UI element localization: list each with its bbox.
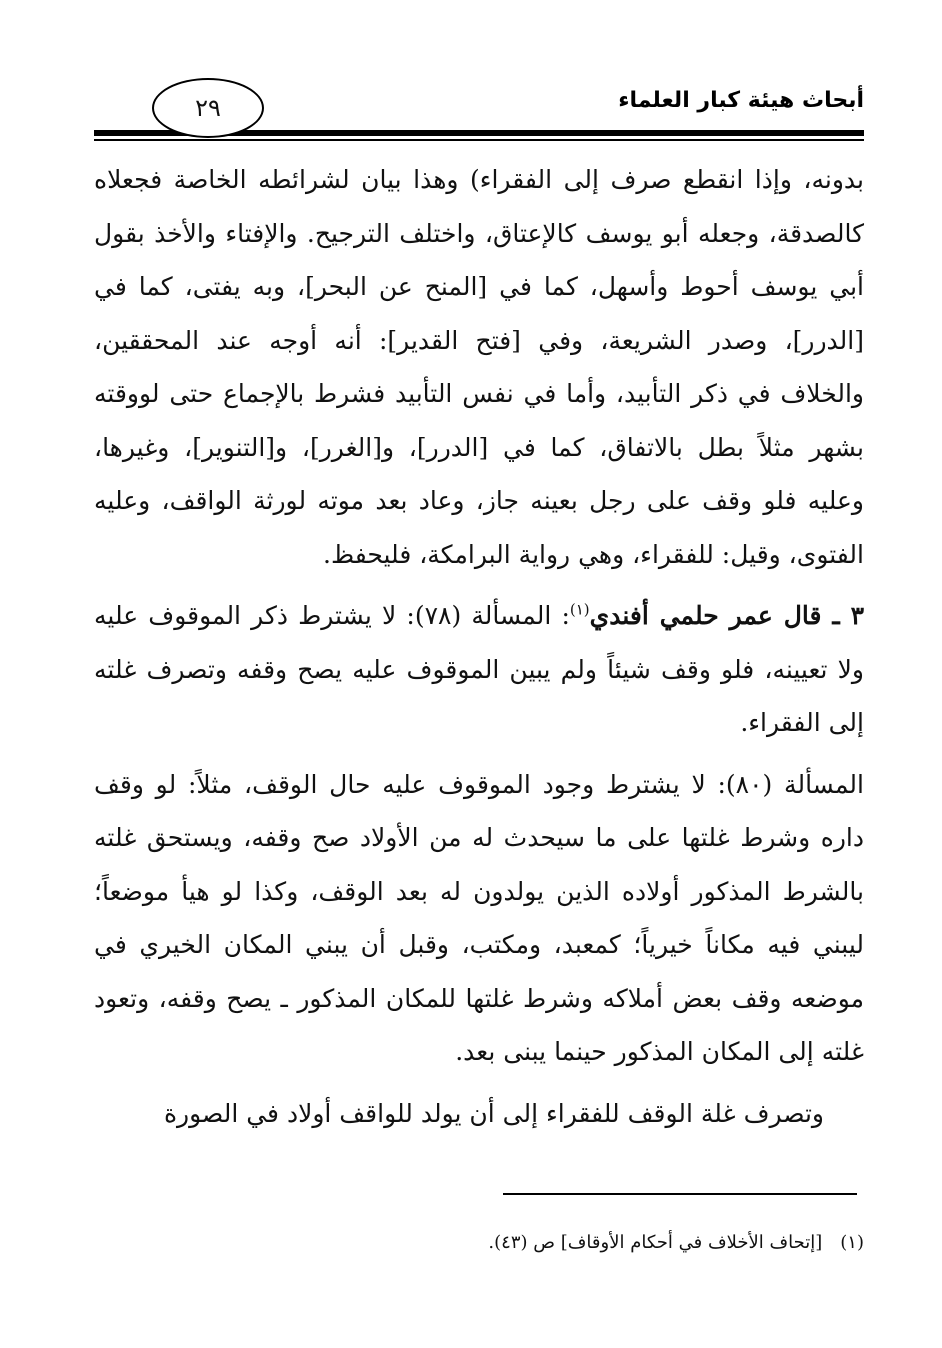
paragraph-2-text: : المسألة (٧٨): لا يشترط ذكر الموقوف عليه ولا تعيينه، فلو وقف شيئاً ولم يبين الموقوف عليه يصح وقفه وتصرف غلته إلى الفقراء.: [94, 601, 864, 737]
page-header: [94, 70, 864, 150]
running-title: أبحاث هيئة كبار العلماء: [618, 88, 864, 113]
paragraph-3: المسألة (٨٠): لا يشترط وجود الموقوف عليه حال الوقف، مثلاً: لو وقف داره وشرط غلتها على ما سيحدث له من الأولاد صح وقفه، ويستحق غلته بالشرط المذكور أولاده الذين يولدون له بعد الوقف، وكذا لو هيأ موضعاً؛ ليبني فيه مكاناً خيرياً؛ كمعبد، ومكتب، وقبل أن يبني المكان الخيري في موضعه وقف بعض أملاكه وشرط غلتها للمكان المذكور ـ يصح وقفه، وتعود غلته إلى المكان المذكور حينما يبنى بعد.: [94, 769, 864, 1066]
footnote-separator: [503, 1193, 857, 1195]
paragraph-1: بدونه، وإذا انقطع صرف إلى الفقراء) وهذا بيان لشرائطه الخاصة فجعلاه كالصدقة، وجعله أبو يوسف كالإعتاق، واختلف الترجيح. والإفتاء والأخذ بقول أبي يوسف أحوط وأسهل، كما في [المنح عن البحر]، وبه يفتى، كما في [الدرر]، وصدر الشريعة، وفي [فتح القدير]: أنه أوجه عند المحققين، والخلاف في ذكر التأبيد، وأما في نفس التأبيد فشرط بالإجماع حتى لووقته بشهر مثلاً بطل بالاتفاق، كما في [الدرر]، و[الغرر]، و[التنوير]، وغيرها، وعليه فلو وقف على رجل بعينه جاز، وعاد بعد موته لورثة الواقف، وعليه الفتوى، وقيل: للفقراء، وهي رواية البرامكة، فليحفظ.: [94, 165, 864, 569]
paragraph-4: وتصرف غلة الوقف للفقراء إلى أن يولد للواقف أولاد في الصورة: [163, 1098, 824, 1128]
footnote-reference[interactable]: (١): [569, 600, 590, 619]
footnote-text: [إتحاف الأخلاف في أحكام الأوقاف] ص (٤٣).: [488, 1232, 823, 1253]
footnote-marker: (١): [840, 1232, 864, 1253]
paragraph-2-lead: ٣ ـ قال عمر حلمي أفندي: [589, 601, 864, 630]
header-rule-thin: [94, 139, 864, 141]
footnote: [94, 1228, 864, 1258]
main-text: [94, 153, 864, 1140]
paragraph-2: [94, 589, 864, 750]
page-number: ٢٩: [152, 78, 264, 138]
